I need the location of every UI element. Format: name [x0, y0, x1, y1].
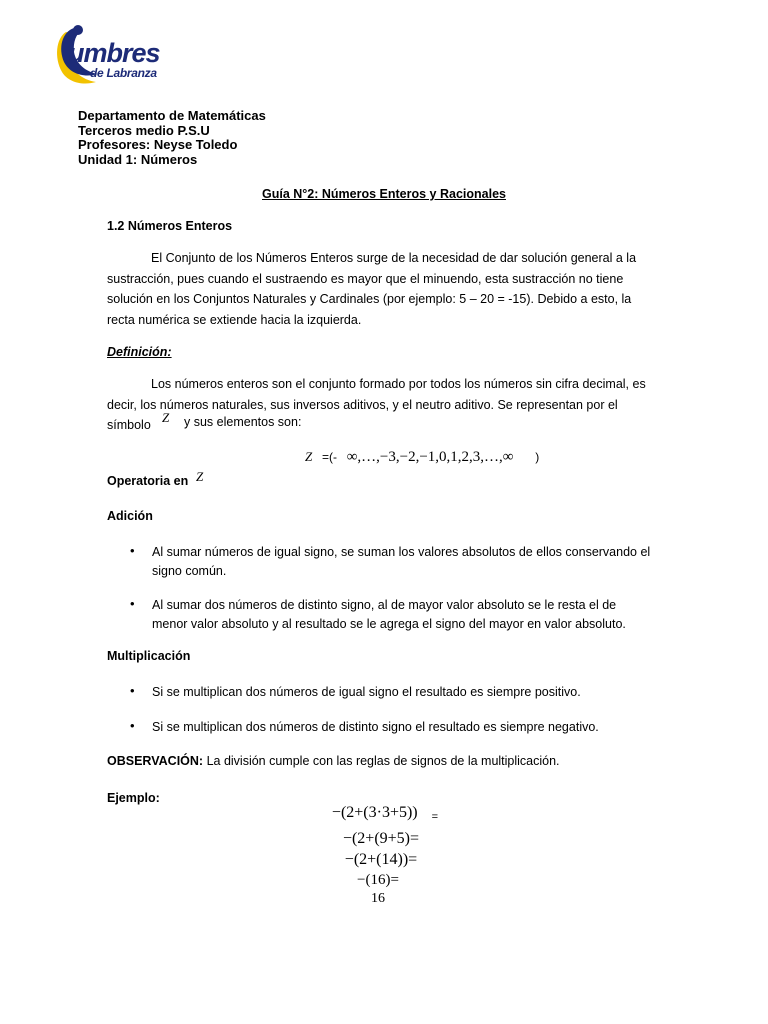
formula-eq: =(- — [321, 450, 337, 464]
list-item-text: Al sumar números de igual signo, se suman los valores absolutos de ellos conservando el signo común. — [152, 545, 651, 578]
formula-lhs: Z — [305, 449, 313, 464]
definition-text-end: y sus elementos son: — [184, 415, 302, 429]
document-header — [78, 109, 266, 167]
set-formula — [305, 449, 539, 466]
intro-paragraph: El Conjunto de los Números Enteros surge de la necesidad de dar solución general a la sustracción, pues cuando el sustraendo es mayor que el minuendo, esta sustracción no tiene solución en los Conjuntos Naturales y Cardinales (por ejemplo: 5 – 20 = -15). Debido a esto, la recta numérica se extiende hacia la izquierda. — [107, 251, 637, 327]
ejemplo-steps — [300, 802, 470, 907]
header-department: Departamento de Matemáticas — [78, 108, 266, 123]
definition-text: Los números enteros son el conjunto formado por todos los números sin cifra decimal, es decir, los números naturales, sus inversos aditivos, y el neutro aditivo. Se representan por el símbolo — [107, 377, 646, 432]
section-heading: 1.2 Números Enteros — [107, 219, 233, 233]
ejemplo-first-eq: = — [431, 811, 439, 823]
formula-close: ) — [535, 450, 540, 464]
bullet-dot: • — [130, 718, 135, 733]
observacion — [107, 751, 560, 771]
logo-text-sub: de Labranza — [90, 66, 157, 80]
ejemplo-heading: Ejemplo: — [107, 791, 160, 805]
observacion-label: OBSERVACIÓN: — [107, 754, 204, 768]
ejemplo-step: −(16)= — [357, 872, 399, 888]
observacion-text: La división cumple con las reglas de signos de la multiplicación. — [206, 754, 560, 768]
header-course: Terceros medio P.S.U — [78, 122, 210, 138]
school-logo — [52, 24, 162, 90]
ejemplo-step: −(2+(14))= — [344, 851, 418, 868]
page-title: Guía N°2: Números Enteros y Racionales — [262, 187, 506, 201]
bullet-dot: • — [130, 683, 135, 698]
formula-elements: ∞,…,−3,−2,−1,0,1,2,3,…,∞ — [346, 449, 514, 465]
definition-heading: Definición: — [107, 345, 172, 359]
definition-symbol: Z — [162, 410, 170, 425]
adicion-heading: Adición — [107, 509, 153, 523]
ejemplo-step: −(2+(3·3+5)) = — [331, 804, 439, 823]
list-item-text: Si se multiplican dos números de distinto signo el resultado es siempre negativo. — [152, 720, 599, 734]
ejemplo-step: 16 — [371, 891, 385, 906]
list-item-text: Si se multiplican dos números de igual signo el resultado es siempre positivo. — [152, 685, 581, 699]
operatoria-heading: Operatoria en — [107, 474, 189, 488]
bullet-dot: • — [130, 596, 135, 611]
header-teachers: Profesores: Neyse Toledo — [78, 137, 238, 153]
ejemplo-step: −(2+(9+5)= — [342, 830, 420, 847]
bullet-dot: • — [130, 543, 135, 558]
header-unit: Unidad 1: Números — [78, 151, 198, 167]
multiplicacion-heading: Multiplicación — [107, 649, 191, 663]
list-item-text: Al sumar dos números de distinto signo, al de mayor valor absoluto se le resta el de menor valor absoluto y al resultado se le agrega el signo del mayor en valor absoluto. — [152, 598, 626, 631]
logo-text-main: umbres — [68, 38, 160, 68]
operatoria-symbol: Z — [196, 469, 204, 484]
